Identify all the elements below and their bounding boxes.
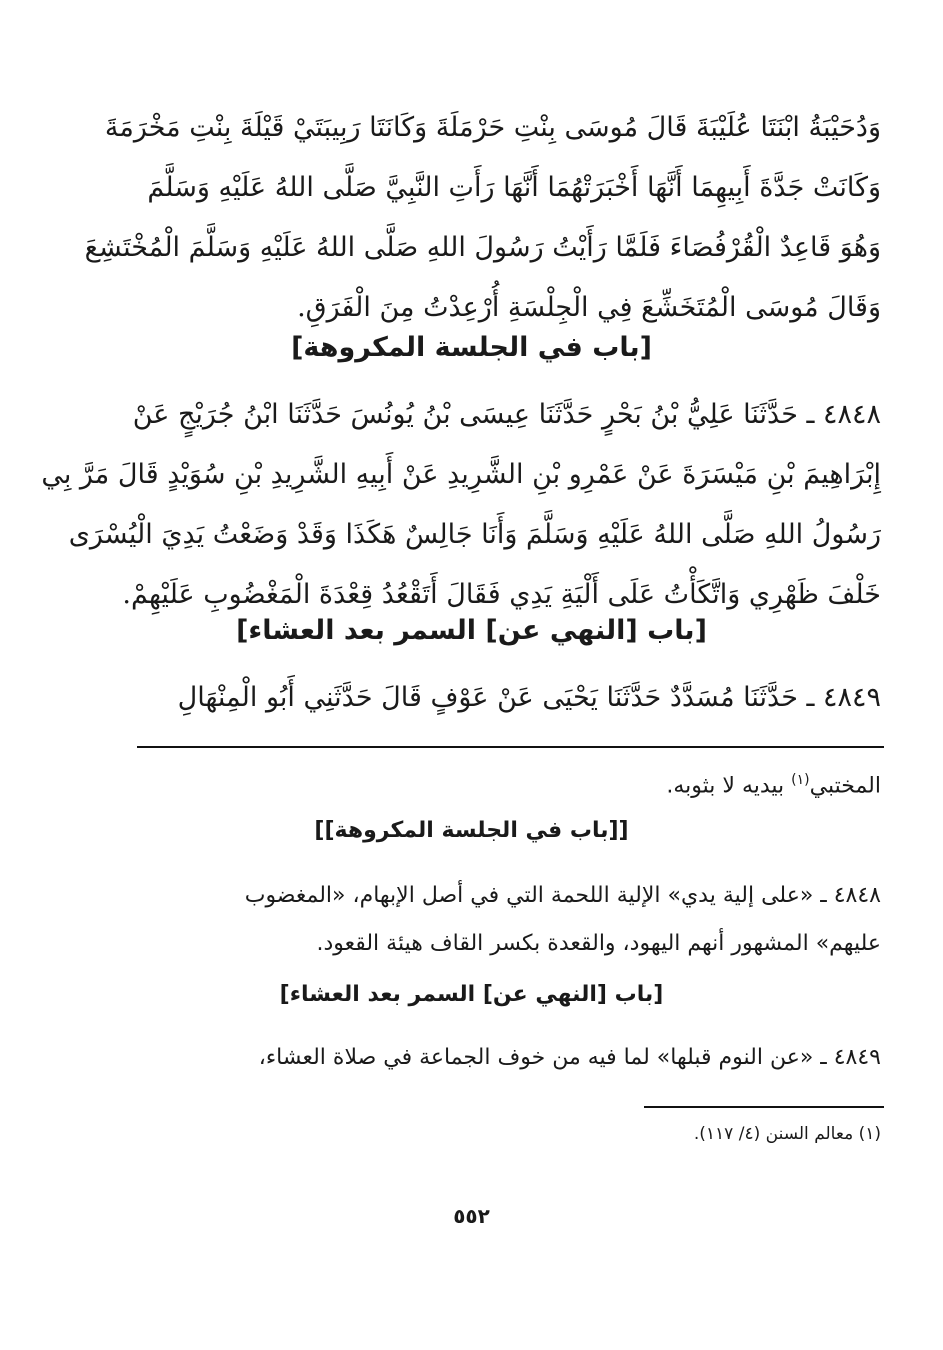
hadith-text-continuation (84, 98, 881, 338)
text-line: خَلْفَ ظَهْرِي وَاتَّكَأْتُ عَلَى أَلْيَةِ يَدِي فَقَالَ أَتَقْعُدُ قِعْدَةَ الْمَغْضُوبِ عَلَيْهِمْ. (122, 579, 881, 610)
text-line: ٤٨٤٨ ـ حَدَّثَنَا عَلِيُّ بْنُ بَحْرٍ حَدَّثَنَا عِيسَى بْنُ يُونُسَ حَدَّثَنَا ابْنُ جُرَيْجٍ عَنْ (132, 399, 881, 430)
text-line: ٤٨٤٩ ـ حَدَّثَنَا مُسَدَّدٌ حَدَّثَنَا يَحْيَى عَنْ عَوْفٍ قَالَ حَدَّثَنِي أَبُو الْمِنْهَالِ (177, 682, 881, 713)
text-line: وَدُحَيْبَةُ ابْنَتَا عُلَيْبَةَ قَالَ مُوسَى بِنْتِ حَرْمَلَةَ وَكَانَتَا رَبِيبَتَيْ قَيْلَةَ بِنْتِ مَخْرَمَةَ (104, 112, 881, 143)
commentary-text: بيديه لا بثوبه. (666, 773, 792, 799)
commentary-heading-night-talk: [باب [النهي عن] السمر بعد العشاء] (279, 982, 664, 1007)
page-number: ٥٥٢ (453, 1204, 490, 1228)
text-line: رَسُولُ اللهِ صَلَّى اللهُ عَلَيْهِ وَسَلَّمَ وَأَنَا جَالِسٌ هَكَذَا وَقَدْ وَضَعْتُ يَدِيَ الْيُسْرَى (68, 519, 881, 550)
footnote: (١) معالم السنن (٤/ ١١٧). (693, 1124, 881, 1144)
commentary-line (131, 756, 881, 804)
text-line: وَقَالَ مُوسَى الْمُتَخَشِّعَ فِي الْجِلْسَةِ أُرْعِدْتُ مِنَ الْفَرَقِ. (297, 292, 881, 323)
text-line: وَكَانَتْ جَدَّةَ أَبِيهِمَا أَنَّهَا أَخْبَرَتْهُمَا أَنَّهَا رَأَتِ النَّبِيَّ صَلَّى اللهُ عَلَيْهِ وَسَلَّمَ (147, 172, 881, 203)
commentary-line: ٤٨٤٨ ـ «على إلية يدي» الإلية اللحمة التي في أصل الإبهام، «المغضوب (244, 883, 881, 908)
hadith-4849 (131, 668, 881, 728)
commentary-heading-makruh-sitting: [[باب في الجلسة المكروهة]] (314, 818, 629, 843)
commentary-intro (131, 756, 881, 804)
text-line: وَهُوَ قَاعِدٌ الْقُرْفُصَاءَ فَلَمَّا رَأَيْتُ رَسُولَ اللهِ صَلَّى اللهُ عَلَيْهِ وَسَلَّمَ الْمُخْتَشِعَ (84, 232, 881, 263)
commentary-divider (137, 746, 884, 748)
commentary-word: المختبي (809, 773, 881, 799)
commentary-line: ٤٨٤٩ ـ «عن النوم قبلها» لما فيه من خوف الجماعة في صلاة العشاء، (258, 1045, 881, 1070)
text-line: إِبْرَاهِيمَ بْنِ مَيْسَرَةَ عَنْ عَمْرِو بْنِ الشَّرِيدِ عَنْ أَبِيهِ الشَّرِيدِ بْنِ سُوَيْدٍ قَالَ مَرَّ بِي (41, 459, 881, 490)
chapter-heading-night-talk: [باب [النهي عن] السمر بعد العشاء] (236, 615, 707, 646)
chapter-heading-makruh-sitting: [باب في الجلسة المكروهة] (291, 332, 652, 363)
commentary-4849 (131, 1034, 881, 1082)
footnote-divider (644, 1106, 884, 1108)
footnote-reference: (١) (791, 772, 810, 788)
commentary-line: عليهم» المشهور أنهم اليهود، والقعدة بكسر القاف هيئة القعود. (316, 931, 881, 956)
commentary-4848 (131, 872, 881, 968)
hadith-4848 (41, 385, 881, 625)
